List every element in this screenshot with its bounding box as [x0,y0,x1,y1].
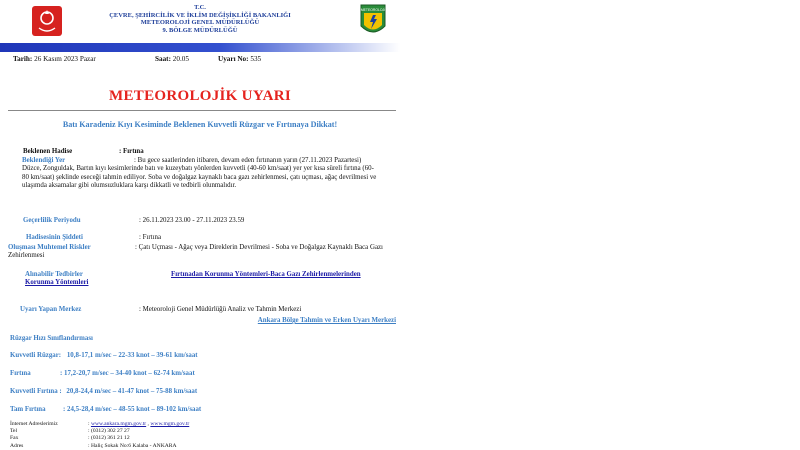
footer-fax-label: Fax [10,435,19,442]
wind-row-label: Kuvvetli Rüzgar: [10,352,62,359]
footer-address-row: Adres : Haliç Sokak No:6 Kalaba - ANKARA [10,442,177,449]
region-label: Beklendiği Yer [22,157,66,164]
meteorology-logo [360,4,386,38]
wind-row [10,352,198,359]
footer-fax-value: (0312) 361 21 12 [90,435,130,442]
wind-row-value: 20,8-24,4 m/sec – 41-47 knot – 75-88 km/saat [66,388,198,395]
center-value: : Meteoroloji Genel Müdürlüğü Analiz ve Tahmin Merkezi [139,306,302,313]
footer-tel-value: (0312) 302 27 27 [90,428,130,435]
meteorology-logo-text: METEOROLOJİ [360,8,386,13]
warning-number-value: 535 [250,55,262,63]
date-label: Tarih: [13,55,33,63]
header-line-ministry: ÇEVRE, ŞEHİRCİLİK VE İKLİM DEĞİŞİKLİĞİ BAKANLIĞI [109,11,291,19]
warning-subtitle: Batı Karadeniz Kıyı Kesiminde Beklenen Kuvvetli Rüzgar ve Fırtınaya Dikkat! [62,120,338,129]
wind-row-label: Fırtına [10,370,31,377]
footer-internet-label: İnternet Adreslerimiz [10,421,58,427]
wind-heading: Rüzgar Hızı Sınıflandırması [10,335,93,342]
severity-row [26,226,161,244]
wind-row [10,388,197,395]
footer-ankara-link[interactable]: www.ankara.mgm.gov.tr [90,421,147,427]
region-value: : Bu gece saatlerinden itibaren, devam eden fırtınanın yarın (27.11.2023 Pazartesi) Düzce, Zonguldak, Bartın kıyı kesimlerinde batı ve kuzeybatı yönlerden kuvvetli (40-60 km/saat) yer yer kısa süreli fırtına (60-80 km/saat) şeklinde eseceği tahmin ediliyor. Soba ve doğalgaz kaynaklı baca gazı zehirlenmesi, çatı uçması, ağaç devrilmesi ve ulaşımda aksamalar gibi olumsuzluklara karşı dikkatli ve tedbirli olunmalıdır. [22,157,377,189]
expected-event-value: : Fırtına [119,148,144,155]
footer-address-value: Haliç Sokak No:6 Kalaba - ANKARA [90,442,177,449]
header-banner [0,43,400,52]
region-row [22,157,378,190]
expected-event-row [23,140,144,158]
footer-tel-row: Tel : (0312) 302 27 27 [10,428,130,435]
center-row [20,298,301,316]
footer-address-label: Adres [10,442,24,449]
validity-value: : 26.11.2023 23.00 - 27.11.2023 23.59 [139,217,245,224]
risks-value: : Çatı Uçması - Ağaç veya Direklerin Devrilmesi - Soba ve Doğalgaz Kaynaklı Baca Gazı Zehirlenmesi [8,244,383,260]
validity-label: Geçerlilik Periyodu [23,217,81,224]
title-divider [8,110,396,111]
footer-mgm-link[interactable]: www.mgm.gov.tr [150,421,190,427]
date-value: 26 Kasım 2023 Pazar [34,55,96,63]
time-label: Saat: [155,55,171,63]
wind-row-value: : 24,5-28,4 m/sec – 48-55 knot – 89-102 km/saat [63,406,202,413]
expected-event-label: Beklenen Hadise [23,148,73,155]
validity-row [23,209,244,227]
risks-row [8,244,388,261]
footer-link-separator: , [146,421,151,427]
time-info [155,55,189,63]
measures-label: Alınabilir Tedbirler [25,271,83,278]
wind-row-value: 10,8-17,1 m/sec – 22-33 knot – 39-61 km/saat [66,352,198,359]
severity-label: Hadisesinin Şiddeti [26,234,83,241]
header-line-tc: T.C. [194,4,206,11]
wind-row-value: : 17,2-20,7 m/sec – 34-40 knot – 62-74 km/saat [60,370,195,377]
ankara-center-link[interactable]: Ankara Bölge Tahmin ve Erken Uyarı Merkezi [257,317,396,324]
measures-link[interactable]: Fırtınadan Korunma Yöntemleri-Baca Gazı Zehirlenmelerinden Korunma Yöntemleri [25,271,361,287]
date-info [13,55,96,63]
measures-row [25,271,385,288]
header-line-region: 9. BÖLGE MÜDÜRLÜĞÜ [162,26,238,34]
ministry-header [0,4,400,34]
wind-row [10,370,195,377]
contact-footer [10,421,310,450]
page-title: METEOROLOJİK UYARI [109,88,291,104]
center-label: Uyarı Yapan Merkez [20,306,82,313]
wind-row [10,406,201,413]
warning-number-info [218,55,261,63]
wind-row-label: Kuvvetli Fırtına : [10,388,62,395]
wind-row-label: Tam Fırtına [10,406,46,413]
footer-internet-row: İnternet Adreslerimiz : www.ankara.mgm.gov.tr , www.mgm.gov.tr [10,421,190,427]
warning-number-label: Uyarı No: [218,55,249,63]
footer-tel-label: Tel [10,428,18,435]
severity-value: : Fırtına [139,234,162,241]
header-line-directorate: METEOROLOJİ GENEL MÜDÜRLÜĞÜ [140,19,260,27]
risks-label: Oluşması Muhtemel Riskler [8,244,91,251]
footer-fax-row: Fax : (0312) 361 21 12 [10,435,130,442]
time-value: 20.05 [172,55,189,63]
